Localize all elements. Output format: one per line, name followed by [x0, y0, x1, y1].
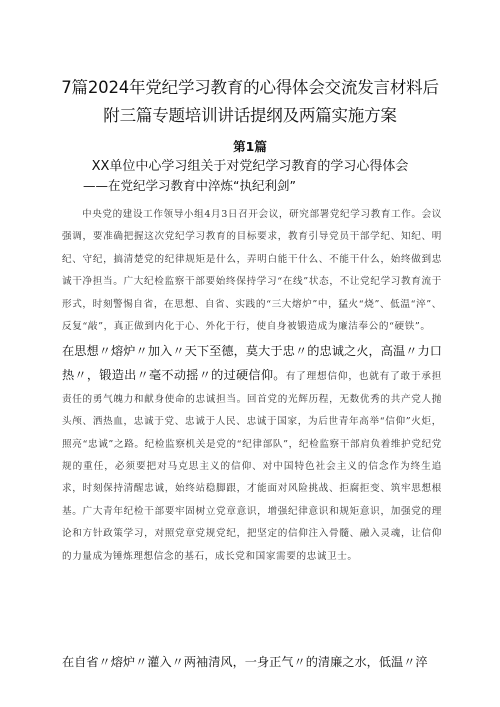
article-subtitle: ——在党纪学习教育中淬炼“执纪利剑” — [83, 178, 296, 193]
document-title — [0, 74, 500, 130]
document-title-line2: 附三篇专题培训讲话提纲及两篇实施方案 — [103, 106, 397, 125]
body-paragraph-3-lead: 在自省〃熔炉〃灌入〃两袖清风，一身正气〃的清廉之水，低温〃淬 — [62, 655, 428, 669]
body-paragraph-1: 中央党的建设工作领导小组4月3日召开会议，研究部署党纪学习教育工作。会议强调，要准确把握这次党纪学习教育的目标要求，教育引导党员干部学纪、知纪、明纪、守纪，搞清楚党的纪律规矩是什么，弄明白能干什么、不能干什么，始终做到忠诚干净担当。广大纪检监察干部要始终保持学习“在线”状态，不让党纪学习教育流于形式，时刻警惕自省，在思想、自省、实践的“三大熔炉”中，猛火“烧”、低温“淬”、反复“敲”，真正做到内化于心、外化于行，使自身被锻造成为廉洁奉公的“硬铁”。 — [62, 209, 442, 333]
paragraph-2-body: 有了理想信仰，也就有了敢于承担责任的勇气魄力和献身使命的忠诚担当。回首党的光辉历程，无数优秀的共产党人抛头颅、洒热血，忠诚于党、忠诚于人民、忠诚于国家，为后世青年高举“信仰”火炬，照亮“忠诚”之路。纪检监察机关是党的“纪律部队”，纪检监察干部肩负着维护党纪党规的重任，必须要把对马克思主义的信仰、对中国特色社会主义的信念作为终生追求，时刻保持清醒忠诚，始终站稳脚跟，才能面对风险挑战、拒腐拒变、筑牢思想根基。广大青年纪检干部要牢固树立党章意识，增强纪律意识和规矩意识，加强党的理论和方针政策学习，对照党章党规党纪，把坚定的信仰注入骨髓、融入灵魂，让信仰的力量成为锤炼理想信念的基石，成长党和国家需要的忠诚卫士。 — [62, 371, 443, 562]
body-paragraph-2 — [62, 340, 442, 568]
paragraph-2-lead: 在思想〃熔炉〃加入〃天下至德，莫大于忠〃的忠诚之火，高温〃力口热〃，锻造出〃毫不动摇〃的过硬信仰。 — [62, 344, 442, 383]
article-title: XX单位中心学习组关于对党纪学习教育的学习心得体会 — [91, 159, 409, 174]
section-label: 第1篇 — [233, 139, 267, 154]
document-title-line1: 7篇2024年党纪学习教育的心得体会交流发言材料后 — [61, 78, 439, 97]
